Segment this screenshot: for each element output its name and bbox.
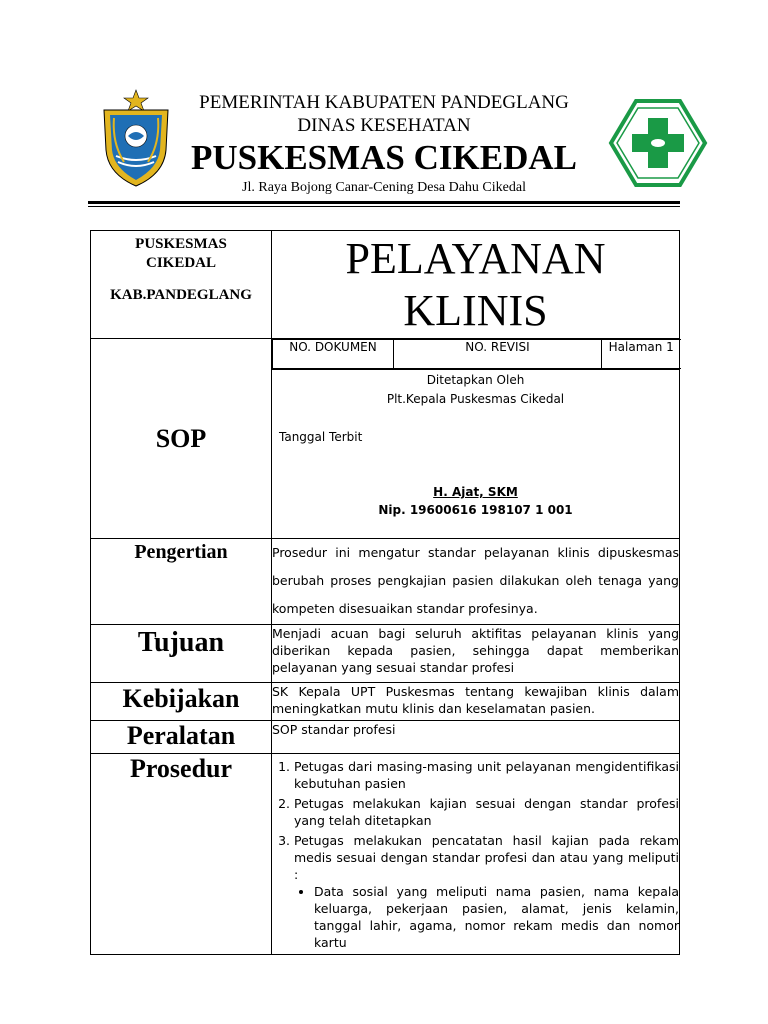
address-line: Jl. Raya Bojong Canar-Cening Desa Dahu Cikedal	[242, 180, 526, 195]
approval-block	[272, 369, 679, 538]
prosedur-step-text: Petugas melakukan pencatatan hasil kajian pada rekam medis sesuai dengan standar profesi dan atau yang meliputi :	[294, 833, 679, 882]
pengertian-label: Pengertian	[91, 539, 272, 625]
jabatan: Plt.Kepala Puskesmas Cikedal	[386, 392, 565, 406]
org-cell	[91, 231, 272, 339]
no-revisi: NO. REVISI	[394, 340, 602, 369]
org-region: KAB.PANDEGLANG	[110, 287, 252, 303]
tujuan-text: Menjadi acuan bagi seluruh aktifitas pelayanan klinis yang diberikan kepada pasien, sehingga dapat memberikan pelayanan yang sesuai standar profesi	[272, 625, 680, 683]
ditetapkan-oleh: Ditetapkan Oleh	[426, 373, 525, 387]
header-rule-thin	[88, 206, 680, 207]
tanggal-terbit: Tanggal Terbit	[279, 430, 363, 444]
prosedur-list	[272, 758, 679, 951]
gov-line: PEMERINTAH KABUPATEN PANDEGLANG	[199, 92, 569, 113]
prosedur-cell	[272, 754, 680, 955]
no-dokumen: NO. DOKUMEN	[273, 340, 394, 369]
prosedur-label: Prosedur	[91, 754, 272, 955]
prosedur-sublist	[294, 883, 679, 951]
letterhead	[0, 0, 768, 210]
sop-label: SOP	[155, 423, 207, 453]
peralatan-label: Peralatan	[91, 721, 272, 754]
doc-number-row	[272, 339, 681, 369]
doc-title-line2: KLINIS	[403, 286, 548, 335]
org-name: PUSKESMAS CIKEDAL	[135, 236, 227, 271]
sop-table	[90, 230, 680, 955]
tujuan-label: Tujuan	[91, 625, 272, 683]
puskesmas-cross-icon	[608, 98, 708, 188]
peralatan-text: SOP standar profesi	[272, 721, 680, 754]
dept-line: DINAS KESEHATAN	[297, 115, 471, 136]
doc-title-line1: PELAYANAN	[345, 234, 606, 283]
signer-name: H. Ajat, SKM	[433, 485, 518, 499]
sop-cell	[91, 339, 272, 539]
header-rule-thick	[88, 201, 680, 204]
prosedur-step: 2. Petugas melakukan kajian sesuai dengan standar profesi yang telah ditetapkan	[294, 795, 679, 829]
halaman: Halaman 1	[602, 340, 681, 369]
signer-nip: Nip. 19600616 198107 1 001	[378, 503, 573, 517]
prosedur-bullet: • Data sosial yang meliputi nama pasien, nama kepala keluarga, pekerjaan pasien, alamat, jenis kelamin, tanggal lahir, agama, nomor rekam medis dan nomor kartu	[314, 883, 679, 951]
kebijakan-label: Kebijakan	[91, 683, 272, 721]
pengertian-text: Prosedur ini mengatur standar pelayanan klinis dipuskesmas berubah proses pengkajian pasien dilakukan oleh tenaga yang kompeten disesuaikan standar profesinya.	[272, 539, 680, 625]
kebijakan-text: SK Kepala UPT Puskesmas tentang kewajiban klinis dalam meningkatkan mutu klinis dan keselamatan pasien.	[272, 683, 680, 721]
prosedur-step	[294, 832, 679, 951]
prosedur-step: 1. Petugas dari masing-masing unit pelayanan mengidentifikasi kebutuhan pasien	[294, 758, 679, 792]
title-cell	[272, 231, 680, 339]
org-title: PUSKESMAS CIKEDAL	[190, 138, 578, 177]
doc-info-cell	[272, 339, 680, 539]
